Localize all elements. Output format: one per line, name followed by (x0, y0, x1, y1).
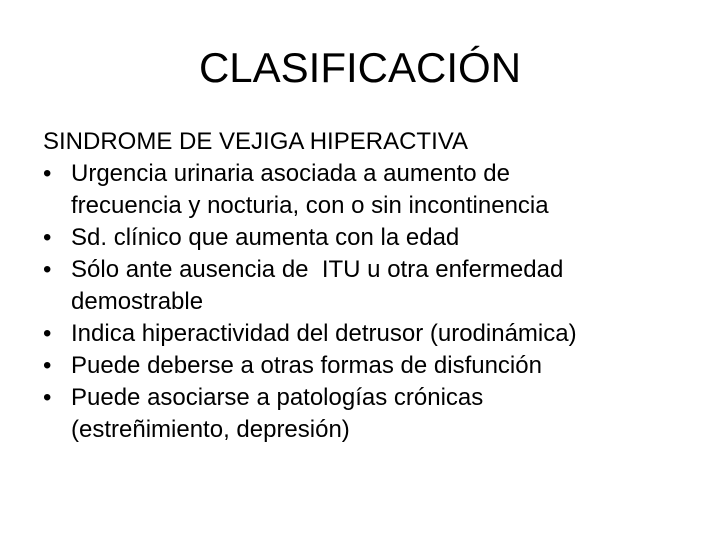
bullet-icon: • (43, 320, 52, 347)
bullet-line: demostrable (71, 288, 204, 315)
bullet-item (43, 318, 703, 350)
bullet-icon: • (43, 352, 52, 379)
bullet-icon: • (43, 384, 52, 411)
slide-content (43, 126, 703, 446)
bullet-line: (estreñimiento, depresión) (71, 416, 350, 443)
bullet-line: Sólo ante ausencia de ITU u otra enfermedad (71, 256, 564, 283)
bullet-item (43, 254, 703, 318)
bullet-icon: • (43, 160, 52, 187)
bullet-line: Indica hiperactividad del detrusor (urodinámica) (71, 320, 577, 347)
bullet-line: Puede asociarse a patologías crónicas (71, 384, 484, 411)
bullet-item (43, 158, 703, 222)
bullet-item (43, 222, 703, 254)
bullet-icon: • (43, 256, 52, 283)
section-heading: SINDROME DE VEJIGA HIPERACTIVA (43, 128, 468, 155)
bullet-line: Urgencia urinaria asociada a aumento de (71, 160, 510, 187)
bullet-item (43, 350, 703, 382)
bullet-icon: • (43, 224, 52, 251)
bullet-list (43, 158, 703, 446)
bullet-line: frecuencia y nocturia, con o sin incontinencia (71, 192, 549, 219)
bullet-item (43, 382, 703, 446)
slide-title: CLASIFICACIÓN (198, 44, 522, 91)
bullet-line: Puede deberse a otras formas de disfunción (71, 352, 542, 379)
bullet-line: Sd. clínico que aumenta con la edad (71, 224, 460, 251)
